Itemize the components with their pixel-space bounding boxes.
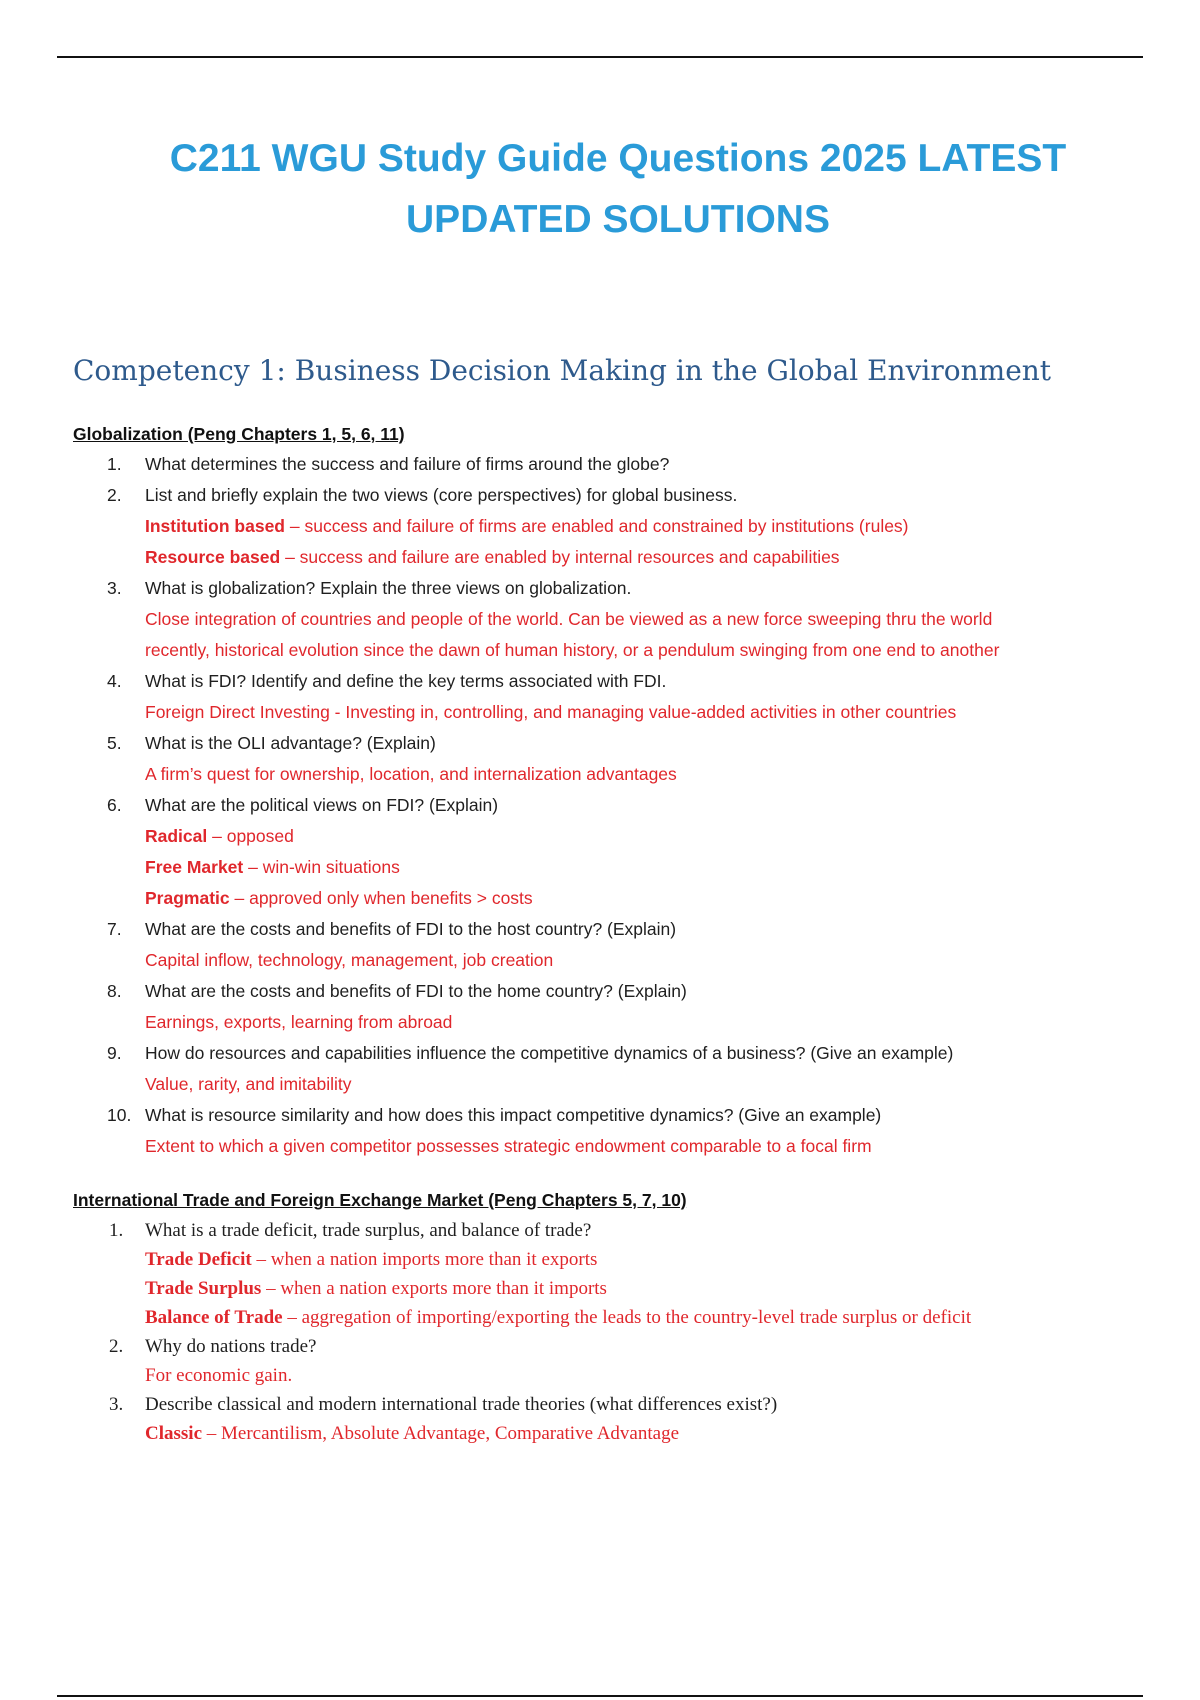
question-line (0, 790, 1200, 821)
answer-text: Close integration of countries and people of the world. Can be viewed as a new force sweeping thru the world (145, 609, 993, 629)
answer-text: recently, historical evolution since the dawn of human history, or a pendulum swinging from one end to another (145, 640, 1000, 660)
answer-term: Trade Deficit (145, 1249, 252, 1270)
answer-term: Radical (145, 826, 208, 846)
question-line (0, 914, 1200, 945)
question-text: What determines the success and failure of firms around the globe? (145, 454, 670, 474)
question-text: What are the costs and benefits of FDI to the host country? (Explain) (145, 919, 677, 939)
answer-term: Trade Surplus (145, 1278, 262, 1299)
answer-line (0, 635, 1200, 666)
answer-line (0, 852, 1200, 883)
question-line (0, 1100, 1200, 1131)
question-text: Why do nations trade? (145, 1336, 317, 1357)
question-item (0, 1332, 1200, 1390)
question-number: 8. (107, 981, 122, 1001)
question-line (0, 449, 1200, 480)
answer-text: – when a nation exports more than it imports (261, 1278, 607, 1299)
question-item (0, 790, 1200, 914)
question-item (0, 449, 1200, 480)
answer-text: – opposed (207, 826, 294, 846)
answer-line (0, 1069, 1200, 1100)
answer-text: – success and failure are enabled by internal resources and capabilities (280, 547, 840, 567)
answer-line (0, 1419, 1200, 1448)
question-number: 6. (107, 795, 122, 815)
question-number: 9. (107, 1043, 122, 1063)
question-list-globalization (0, 449, 1200, 1162)
answer-term: Resource based (145, 547, 281, 567)
question-number: 3. (109, 1394, 124, 1415)
question-line (0, 976, 1200, 1007)
answer-line (0, 1007, 1200, 1038)
question-line (0, 666, 1200, 697)
answer-line (0, 1274, 1200, 1303)
answer-line (0, 511, 1200, 542)
answer-text: – aggregation of importing/exporting the leads to the country-level trade surplus or deficit (282, 1307, 972, 1328)
question-line (0, 728, 1200, 759)
question-item (0, 914, 1200, 976)
answer-term: Classic (145, 1423, 202, 1444)
question-text: What is resource similarity and how does this impact competitive dynamics? (Give an example) (145, 1105, 882, 1125)
question-item (0, 1100, 1200, 1162)
question-line (0, 1216, 1200, 1245)
document-title (0, 128, 1200, 250)
answer-line (0, 821, 1200, 852)
question-line (0, 573, 1200, 604)
answer-text: – success and failure of firms are enabled and constrained by institutions (rules) (285, 516, 909, 536)
question-item (0, 1390, 1200, 1448)
answer-text: – win-win situations (243, 857, 400, 877)
answer-text: Extent to which a given competitor possesses strategic endowment comparable to a focal firm (145, 1136, 872, 1156)
question-line (0, 1390, 1200, 1419)
question-item (0, 1216, 1200, 1332)
question-line (0, 1038, 1200, 1069)
answer-text: For economic gain. (145, 1365, 293, 1386)
question-text: What is FDI? Identify and define the key terms associated with FDI. (145, 671, 667, 691)
question-item (0, 1038, 1200, 1100)
answer-term: Balance of Trade (145, 1307, 283, 1328)
answer-line (0, 604, 1200, 635)
answer-line (0, 883, 1200, 914)
top-rule (57, 56, 1143, 58)
answer-line (0, 697, 1200, 728)
question-text: What is the OLI advantage? (Explain) (145, 733, 436, 753)
answer-text: – approved only when benefits > costs (229, 888, 533, 908)
question-text: List and briefly explain the two views (core perspectives) for global business. (145, 485, 738, 505)
question-number: 4. (107, 671, 122, 691)
title-line-2: UPDATED SOLUTIONS (406, 198, 830, 241)
question-number: 5. (107, 733, 122, 753)
question-item (0, 728, 1200, 790)
question-text: What are the costs and benefits of FDI to the home country? (Explain) (145, 981, 687, 1001)
question-line (0, 1332, 1200, 1361)
question-item (0, 666, 1200, 728)
section-heading-trade: International Trade and Foreign Exchange Market (Peng Chapters 5, 7, 10) (73, 1190, 687, 1210)
question-text: What is globalization? Explain the three views on globalization. (145, 578, 632, 598)
title-line-1: C211 WGU Study Guide Questions 2025 LATEST (169, 137, 1067, 180)
question-list-trade (0, 1216, 1200, 1448)
answer-text: – when a nation imports more than it exports (251, 1249, 598, 1270)
answer-term: Institution based (145, 516, 285, 536)
answer-term: Pragmatic (145, 888, 230, 908)
question-item (0, 976, 1200, 1038)
answer-line (0, 1131, 1200, 1162)
answer-line (0, 1245, 1200, 1274)
question-number: 7. (107, 919, 122, 939)
answer-text: A firm’s quest for ownership, location, and internalization advantages (145, 764, 677, 784)
question-text: Describe classical and modern international trade theories (what differences exist?) (145, 1394, 778, 1415)
answer-term: Free Market (145, 857, 244, 877)
question-item (0, 573, 1200, 666)
question-text: What is a trade deficit, trade surplus, and balance of trade? (145, 1220, 592, 1241)
question-item (0, 480, 1200, 573)
section-heading-globalization: Globalization (Peng Chapters 1, 5, 6, 11) (73, 424, 405, 444)
question-number: 10. (107, 1105, 132, 1125)
question-line (0, 480, 1200, 511)
question-number: 1. (109, 1220, 124, 1241)
answer-line (0, 759, 1200, 790)
question-number: 3. (107, 578, 122, 598)
question-number: 2. (107, 485, 122, 505)
question-text: How do resources and capabilities influence the competitive dynamics of a business? (Give an example) (145, 1043, 954, 1063)
answer-text: Value, rarity, and imitability (145, 1074, 352, 1094)
answer-text: Earnings, exports, learning from abroad (145, 1012, 453, 1032)
answer-text: Foreign Direct Investing - Investing in, controlling, and managing value-added activities in other countries (145, 702, 957, 722)
question-number: 2. (109, 1336, 124, 1357)
answer-text: Capital inflow, technology, management, job creation (145, 950, 554, 970)
question-number: 1. (107, 454, 122, 474)
bottom-rule (57, 1695, 1143, 1697)
question-text: What are the political views on FDI? (Explain) (145, 795, 499, 815)
answer-line (0, 945, 1200, 976)
answer-line (0, 1361, 1200, 1390)
answer-line (0, 542, 1200, 573)
competency-heading: Competency 1: Business Decision Making in the Global Environment (73, 354, 1052, 387)
answer-text: – Mercantilism, Absolute Advantage, Comparative Advantage (202, 1423, 680, 1444)
answer-line (0, 1303, 1200, 1332)
